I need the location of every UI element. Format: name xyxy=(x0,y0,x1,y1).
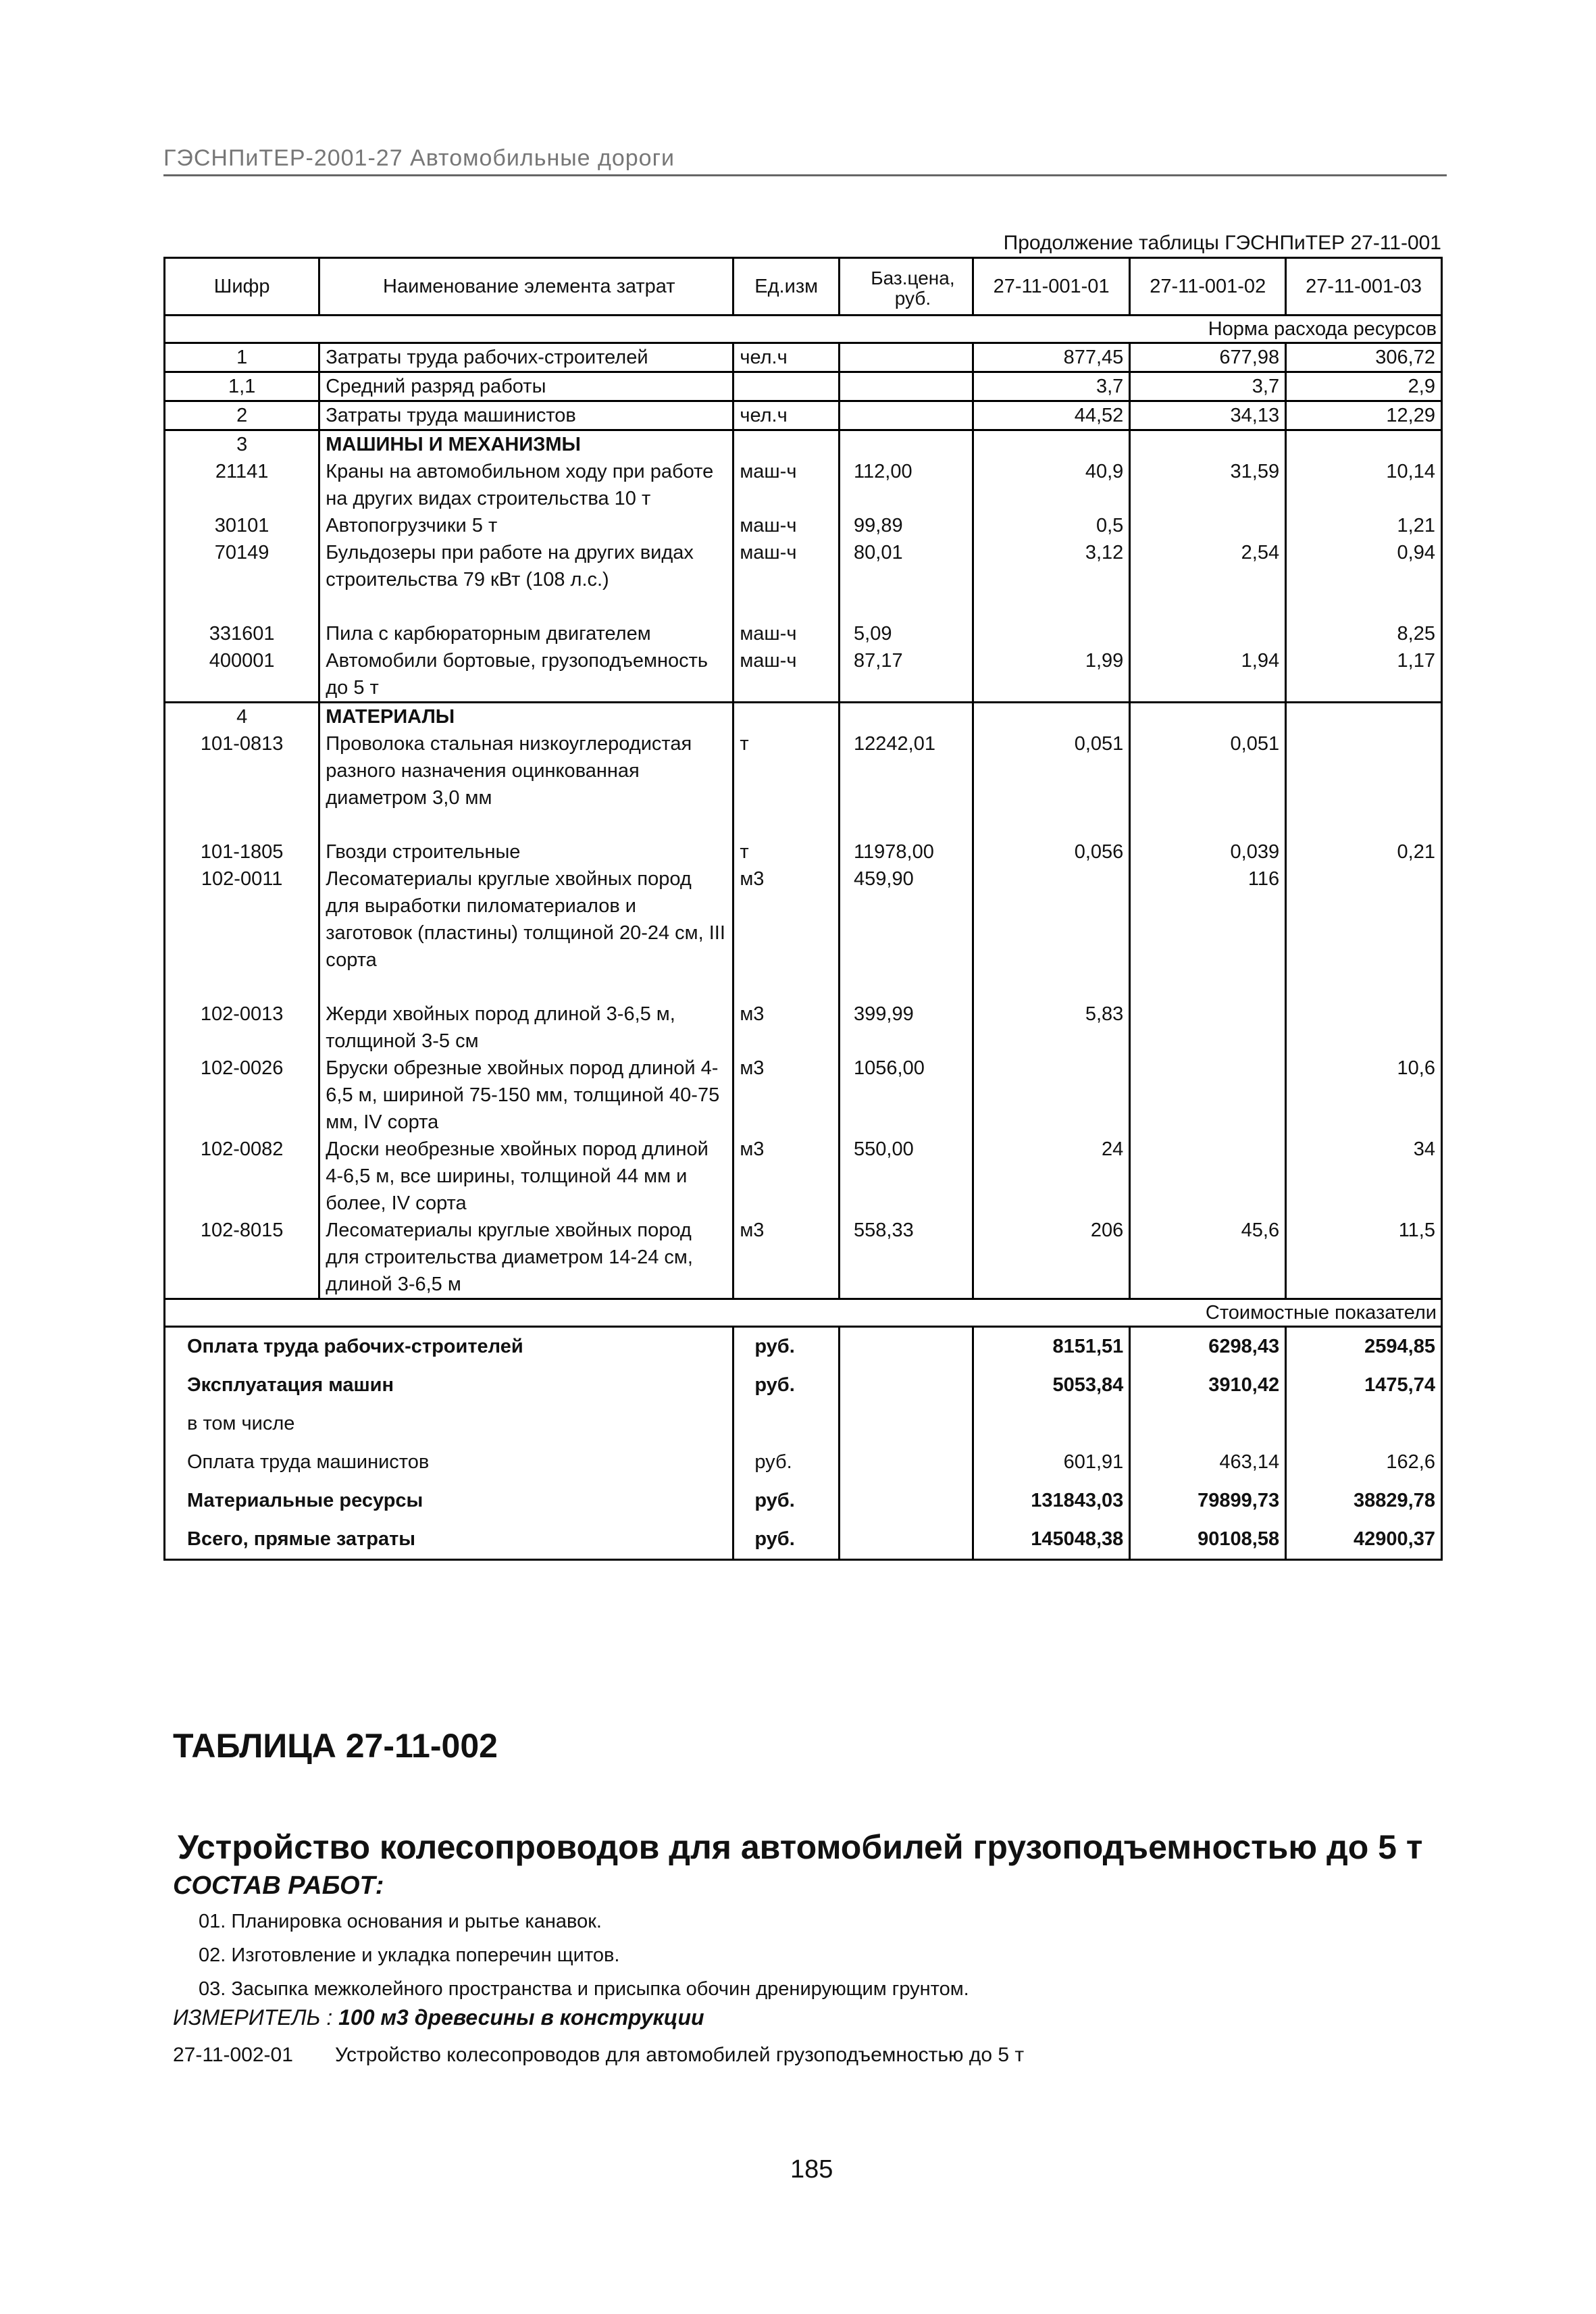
summary-row xyxy=(165,1405,1442,1443)
table-row xyxy=(165,703,1442,731)
col-header-v2: 27-11-001-02 xyxy=(1130,258,1286,316)
cell-unit: м3 xyxy=(733,1136,840,1217)
cell-v1: 3,7 xyxy=(973,372,1129,401)
cell-v2: 116 xyxy=(1130,865,1286,1001)
cell-price: 1056,00 xyxy=(840,1055,973,1136)
cell-name: Проволока стальная низкоуглеродистая разного назначения оцинкованная диаметром 3,0 мм xyxy=(319,730,733,838)
summary-v3: 38829,78 xyxy=(1286,1482,1442,1520)
cell-v2: 31,59 xyxy=(1130,458,1286,512)
summary-unit: руб. xyxy=(733,1482,840,1520)
summary-price-empty xyxy=(840,1327,973,1367)
works-heading: СОСТАВ РАБОТ: xyxy=(173,1871,384,1900)
cell-v2 xyxy=(1130,512,1286,539)
cell-v2: 0,039 xyxy=(1130,838,1286,865)
cell-v2: 1,94 xyxy=(1130,647,1286,703)
cell-code: 4 xyxy=(165,703,319,731)
cell-v1: 877,45 xyxy=(973,343,1129,372)
cell-v3: 11,5 xyxy=(1286,1217,1442,1299)
summary-v2 xyxy=(1130,1405,1286,1443)
cell-code: 101-1805 xyxy=(165,838,319,865)
summary-row xyxy=(165,1366,1442,1405)
cell-name: Бруски обрезные хвойных пород длиной 4-6,5 м, шириной 75-150 мм, толщиной 40-75 мм, IV сорта xyxy=(319,1055,733,1136)
cell-name: Лесоматериалы круглые хвойных пород для выработки пиломатериалов и заготовок (пластины) толщиной 20-24 см, III сорта xyxy=(319,865,733,1001)
summary-v3: 2594,85 xyxy=(1286,1327,1442,1367)
cell-v2: 45,6 xyxy=(1130,1217,1286,1299)
cell-v3: 8,25 xyxy=(1286,620,1442,647)
summary-v2: 90108,58 xyxy=(1130,1520,1286,1560)
table-row xyxy=(165,647,1442,703)
table-subtitle: Устройство колесопроводов для автомобилей грузоподъемностью до 5 т xyxy=(178,1828,1423,1866)
cell-v1: 0,056 xyxy=(973,838,1129,865)
cell-v3: 34 xyxy=(1286,1136,1442,1217)
table-row xyxy=(165,730,1442,838)
summary-row xyxy=(165,1443,1442,1482)
cell-name: Лесоматериалы круглые хвойных пород для строительства диаметром 14-24 см, длиной 3-6,5 м xyxy=(319,1217,733,1299)
table-row xyxy=(165,343,1442,372)
cell-name: Жерди хвойных пород длиной 3-6,5 м, толщиной 3-5 см xyxy=(319,1001,733,1055)
cell-v1 xyxy=(973,430,1129,459)
measure-value: 100 м3 древесины в конструкции xyxy=(338,2005,704,2030)
cell-code: 3 xyxy=(165,430,319,459)
work-item: 01. Планировка основания и рытье канавок. xyxy=(199,1911,602,1932)
table-row xyxy=(165,401,1442,430)
table-row xyxy=(165,372,1442,401)
cell-unit: чел.ч xyxy=(733,401,840,430)
measure-line xyxy=(173,2005,704,2030)
cell-code: 30101 xyxy=(165,512,319,539)
cell-code: 70149 xyxy=(165,539,319,620)
cell-name: Средний разряд работы xyxy=(319,372,733,401)
summary-label: в том числе xyxy=(165,1405,733,1443)
cell-unit: маш-ч xyxy=(733,458,840,512)
cell-v3: 12,29 xyxy=(1286,401,1442,430)
cell-price: 550,00 xyxy=(840,1136,973,1217)
cell-v2 xyxy=(1130,1001,1286,1055)
cell-price xyxy=(840,372,973,401)
summary-v3: 162,6 xyxy=(1286,1443,1442,1482)
cell-v2 xyxy=(1130,430,1286,459)
norm-band-row xyxy=(165,316,1442,343)
cell-price xyxy=(840,430,973,459)
col-header-name: Наименование элемента затрат xyxy=(319,258,733,316)
col-header-unit: Ед.изм xyxy=(733,258,840,316)
table-row xyxy=(165,1055,1442,1136)
table-row xyxy=(165,865,1442,1001)
summary-v1: 131843,03 xyxy=(973,1482,1129,1520)
summary-v3 xyxy=(1286,1405,1442,1443)
cell-v3: 1,21 xyxy=(1286,512,1442,539)
cell-unit: маш-ч xyxy=(733,647,840,703)
cell-code: 1 xyxy=(165,343,319,372)
summary-unit: руб. xyxy=(733,1327,840,1367)
cell-v1: 24 xyxy=(973,1136,1129,1217)
document-header: ГЭСНПиТЕР-2001-27 Автомобильные дороги xyxy=(163,145,1447,176)
cell-name: Краны на автомобильном ходу при работе на других видах строительства 10 т xyxy=(319,458,733,512)
cell-v2 xyxy=(1130,703,1286,731)
summary-v2: 79899,73 xyxy=(1130,1482,1286,1520)
cell-name: Гвозди строительные xyxy=(319,838,733,865)
cell-v3: 10,14 xyxy=(1286,458,1442,512)
table-row xyxy=(165,512,1442,539)
col-header-price: Баз.цена, руб. xyxy=(840,258,973,316)
cell-v1 xyxy=(973,865,1129,1001)
cell-name: Бульдозеры при работе на других видах строительства 79 кВт (108 л.с.) xyxy=(319,539,733,620)
cell-price: 87,17 xyxy=(840,647,973,703)
cell-unit: т xyxy=(733,730,840,838)
cell-v1: 40,9 xyxy=(973,458,1129,512)
measure-label: ИЗМЕРИТЕЛЬ : xyxy=(173,2005,333,2030)
cell-v2 xyxy=(1130,1055,1286,1136)
cell-v1: 206 xyxy=(973,1217,1129,1299)
cell-code: 102-0082 xyxy=(165,1136,319,1217)
summary-v3: 1475,74 xyxy=(1286,1366,1442,1405)
cell-price: 11978,00 xyxy=(840,838,973,865)
cell-price xyxy=(840,703,973,731)
cell-code: 400001 xyxy=(165,647,319,703)
cell-unit xyxy=(733,372,840,401)
cell-price: 80,01 xyxy=(840,539,973,620)
col-header-v3: 27-11-001-03 xyxy=(1286,258,1442,316)
cell-v1: 5,83 xyxy=(973,1001,1129,1055)
cell-name: Затраты труда машинистов xyxy=(319,401,733,430)
cell-unit: чел.ч xyxy=(733,343,840,372)
cell-v3: 1,17 xyxy=(1286,647,1442,703)
cell-v3 xyxy=(1286,730,1442,838)
page-number: 185 xyxy=(790,2155,833,2184)
summary-unit: руб. xyxy=(733,1520,840,1560)
summary-unit: руб. xyxy=(733,1443,840,1482)
cell-name: МАТЕРИАЛЫ xyxy=(319,703,733,731)
summary-v1: 8151,51 xyxy=(973,1327,1129,1367)
summary-v1: 601,91 xyxy=(973,1443,1129,1482)
cell-name: Пила с карбюраторным двигателем xyxy=(319,620,733,647)
cell-v2 xyxy=(1130,1136,1286,1217)
cell-name: Автопогрузчики 5 т xyxy=(319,512,733,539)
col-header-code: Шифр xyxy=(165,258,319,316)
cell-price xyxy=(840,343,973,372)
cell-code: 101-0813 xyxy=(165,730,319,838)
summary-unit xyxy=(733,1405,840,1443)
cell-name: Доски необрезные хвойных пород длиной 4-6,5 м, все ширины, толщиной 44 мм и более, IV сорта xyxy=(319,1136,733,1217)
summary-row xyxy=(165,1327,1442,1367)
cell-unit: маш-ч xyxy=(733,620,840,647)
cell-price: 112,00 xyxy=(840,458,973,512)
cell-v1: 0,051 xyxy=(973,730,1129,838)
work-item: 02. Изготовление и укладка поперечин щитов. xyxy=(199,1944,620,1966)
summary-v1 xyxy=(973,1405,1129,1443)
cell-v1 xyxy=(973,620,1129,647)
cell-unit: маш-ч xyxy=(733,539,840,620)
cell-price: 399,99 xyxy=(840,1001,973,1055)
cell-code: 21141 xyxy=(165,458,319,512)
work-item: 03. Засыпка межколейного пространства и присыпка обочин дренирующим грунтом. xyxy=(199,1978,969,2000)
cell-price: 12242,01 xyxy=(840,730,973,838)
cell-v3 xyxy=(1286,1001,1442,1055)
cell-unit xyxy=(733,430,840,459)
cell-price: 5,09 xyxy=(840,620,973,647)
cell-v1 xyxy=(973,703,1129,731)
summary-label: Всего, прямые затраты xyxy=(165,1520,733,1560)
cell-unit: м3 xyxy=(733,865,840,1001)
cell-unit: м3 xyxy=(733,1001,840,1055)
summary-price-empty xyxy=(840,1366,973,1405)
cell-v2: 34,13 xyxy=(1130,401,1286,430)
cell-v2: 0,051 xyxy=(1130,730,1286,838)
cell-unit: маш-ч xyxy=(733,512,840,539)
norm-code: 27-11-002-01 xyxy=(173,2044,293,2066)
summary-v3: 42900,37 xyxy=(1286,1520,1442,1560)
cell-name: Затраты труда рабочих-строителей xyxy=(319,343,733,372)
cost-band-row xyxy=(165,1299,1442,1327)
summary-label: Оплата труда машинистов xyxy=(165,1443,733,1482)
cell-code: 102-0026 xyxy=(165,1055,319,1136)
norm-band-label: Норма расхода ресурсов xyxy=(165,316,1442,343)
cell-code: 102-8015 xyxy=(165,1217,319,1299)
cell-v2: 3,7 xyxy=(1130,372,1286,401)
cell-v1: 44,52 xyxy=(973,401,1129,430)
table-row xyxy=(165,1217,1442,1299)
summary-price-empty xyxy=(840,1520,973,1560)
table-row xyxy=(165,539,1442,620)
summary-v1: 5053,84 xyxy=(973,1366,1129,1405)
table-header-row xyxy=(165,258,1442,316)
cell-v3: 306,72 xyxy=(1286,343,1442,372)
summary-v2: 3910,42 xyxy=(1130,1366,1286,1405)
cell-code: 1,1 xyxy=(165,372,319,401)
cell-unit: м3 xyxy=(733,1055,840,1136)
cell-price: 558,33 xyxy=(840,1217,973,1299)
cell-unit: т xyxy=(733,838,840,865)
table-row xyxy=(165,620,1442,647)
col-header-v1: 27-11-001-01 xyxy=(973,258,1129,316)
table-row xyxy=(165,458,1442,512)
cell-code: 102-0011 xyxy=(165,865,319,1001)
cell-v1: 1,99 xyxy=(973,647,1129,703)
table-row xyxy=(165,838,1442,865)
cell-v3 xyxy=(1286,430,1442,459)
cell-v3 xyxy=(1286,865,1442,1001)
summary-label: Материальные ресурсы xyxy=(165,1482,733,1520)
cell-code: 2 xyxy=(165,401,319,430)
table-row xyxy=(165,1001,1442,1055)
cell-v2: 677,98 xyxy=(1130,343,1286,372)
cell-v3: 2,9 xyxy=(1286,372,1442,401)
cell-name: Автомобили бортовые, грузоподъемность до 5 т xyxy=(319,647,733,703)
summary-label: Оплата труда рабочих-строителей xyxy=(165,1327,733,1367)
cell-v3 xyxy=(1286,703,1442,731)
summary-v1: 145048,38 xyxy=(973,1520,1129,1560)
norm-code-text: Устройство колесопроводов для автомобилей грузоподъемностью до 5 т xyxy=(335,2044,1025,2066)
cell-unit: м3 xyxy=(733,1217,840,1299)
summary-price-empty xyxy=(840,1405,973,1443)
summary-unit: руб. xyxy=(733,1366,840,1405)
cell-name: МАШИНЫ И МЕХАНИЗМЫ xyxy=(319,430,733,459)
summary-price-empty xyxy=(840,1443,973,1482)
resource-table xyxy=(163,257,1443,1561)
cell-unit xyxy=(733,703,840,731)
cell-v3: 10,6 xyxy=(1286,1055,1442,1136)
cost-band-label: Стоимостные показатели xyxy=(165,1299,1442,1327)
cell-v2: 2,54 xyxy=(1130,539,1286,620)
summary-row xyxy=(165,1520,1442,1560)
cell-v1: 3,12 xyxy=(973,539,1129,620)
summary-price-empty xyxy=(840,1482,973,1520)
cell-v2 xyxy=(1130,620,1286,647)
cell-v3: 0,21 xyxy=(1286,838,1442,865)
cell-v1: 0,5 xyxy=(973,512,1129,539)
summary-v2: 463,14 xyxy=(1130,1443,1286,1482)
cell-code: 331601 xyxy=(165,620,319,647)
cell-price xyxy=(840,401,973,430)
table-continuation-note: Продолжение таблицы ГЭСНПиТЕР 27-11-001 xyxy=(1003,232,1441,254)
cell-v1 xyxy=(973,1055,1129,1136)
cell-code: 102-0013 xyxy=(165,1001,319,1055)
summary-label: Эксплуатация машин xyxy=(165,1366,733,1405)
table-row xyxy=(165,1136,1442,1217)
norm-code-line xyxy=(173,2044,1024,2067)
table-row xyxy=(165,430,1442,459)
summary-row xyxy=(165,1482,1442,1520)
table-title: ТАБЛИЦА 27-11-002 xyxy=(173,1727,498,1765)
cell-price: 459,90 xyxy=(840,865,973,1001)
summary-v2: 6298,43 xyxy=(1130,1327,1286,1367)
cell-price: 99,89 xyxy=(840,512,973,539)
cell-v3: 0,94 xyxy=(1286,539,1442,620)
